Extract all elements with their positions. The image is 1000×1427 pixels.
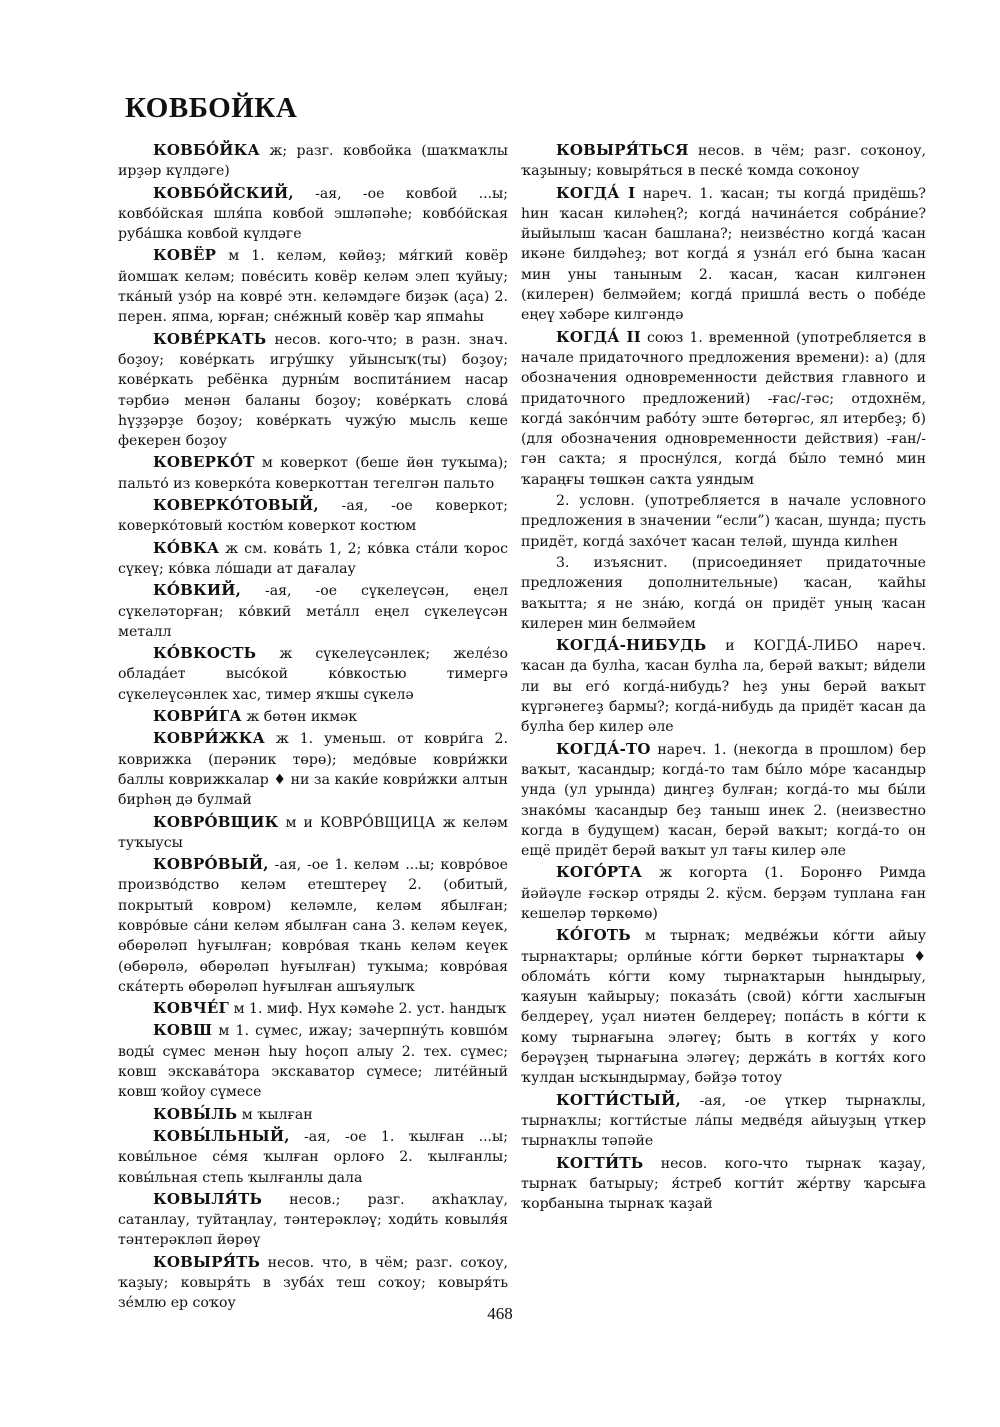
dictionary-entry bbox=[521, 925, 926, 1088]
entry-definition: и КОГДА́-ЛИБО нареч. ҡасан да булһа, ҡасан булһа ла, берәй ваҡыт; ви́дели ли вы его́ когдá-нибудь? һеҙ уны берәй ваҡыт күргәнегеҙ бармы?; когдá-нибудь да придёт ҡасан да булһа бер килер әле bbox=[521, 638, 927, 736]
dictionary-entry bbox=[521, 635, 926, 737]
dictionary-entry bbox=[118, 1189, 508, 1251]
entry-headword: КОВЫ́ЛЬ bbox=[153, 1104, 238, 1123]
entry-definition: нареч. 1. (некогда в прошлом) бер ваҡыт, ҡасандыр; когдá-то там бы́ло мо́ре ҡасандыр унда (ул урында) диңгеҙ булған; когдá-то мы бы́ли знако́мы ҡасандыр беҙ таныш инек 2. (неизвестно когда в будущем) ҡасан, берәй ваҡыт; когдá-то он ещё придёт берәй ваҡыт ул тағы килер әле bbox=[521, 741, 927, 860]
dictionary-entry bbox=[118, 812, 508, 854]
dictionary-entry bbox=[118, 998, 508, 1019]
entry-definition: -ая, -ое үткер тырнаҡлы, тырнаҡлы; когти́стые лáпы медвéдя айыуҙың үткер тырнаҡлы тәпәйе bbox=[521, 1092, 926, 1150]
dictionary-entry bbox=[521, 553, 926, 634]
dictionary-entry bbox=[118, 140, 508, 182]
dictionary-entry bbox=[521, 739, 926, 862]
entry-definition: ж; разг. ковбойка (шаҡмаҡлы ирҙәр күлдәге) bbox=[118, 143, 508, 180]
entry-definition: нареч. 1. ҡасан; ты когдá придёшь? һин ҡасан киләһең?; когдá начинáется собрáние? йыйылыш ҡасан башлана?; неизвéстно когдá ҡасан икәне билдәһеҙ; вот когдá я узнáл его́ бына ҡасан мин уны таныным 2. ҡасан, ҡасан килгәнен (килерен) белмәйем; когдá пришлá весть о побéде еңеү хәбәре килгәндә bbox=[521, 185, 926, 324]
entry-headword: КОВЧЕ́Г bbox=[153, 999, 230, 1018]
entry-headword: КОГО́РТА bbox=[556, 863, 643, 882]
entry-headword: КО́ВКИЙ, bbox=[153, 581, 242, 600]
dictionary-entry bbox=[118, 706, 508, 727]
entry-headword: КОВРО́ВЫЙ, bbox=[153, 855, 269, 874]
entry-headword: КОВЫРЯ́ТЬСЯ bbox=[556, 141, 689, 159]
dictionary-column-left bbox=[118, 140, 508, 1315]
dictionary-entry bbox=[521, 862, 926, 924]
page-number: 468 bbox=[487, 1304, 513, 1323]
entry-headword: КОГДА́-НИБУДЬ bbox=[556, 636, 707, 655]
entry-headword: КОГДА́-ТО bbox=[556, 739, 651, 758]
entry-headword: КОВРИ́ГА bbox=[153, 707, 242, 726]
entry-definition: м коверкот (беше йөн туҡыма); пальто́ из коверко́та коверкоттан тегелгән пальто bbox=[118, 455, 508, 492]
dictionary-entry bbox=[521, 327, 926, 490]
dictionary-entry bbox=[118, 1020, 508, 1102]
entry-definition: ж бөтөн икмәк bbox=[246, 709, 358, 726]
entry-definition: 2. условн. (употребляется в начале условного предложения в значении “если”) ҡасан, шунда; пусть придёт, когдá захо́чет ҡасан теләй, шунда килһен bbox=[521, 493, 926, 550]
entry-definition: м 1. келәм, көйөҙ; мя́гкий ковёр йомшаҡ келәм; пове́сить ковёр келәм элеп ҡуйыу; тка́ный узо́р на ковре́ этн. келәмдәге биҙәк (аҫа) 2. перен. япма, юрған; сне́жный ковёр ҡар япмаһы bbox=[118, 248, 509, 326]
entry-definition: -ая, -ое сүкелеүсән, еңел сүкеләторған; ко́вкий метáлл еңел сүкелеүсән металл bbox=[118, 583, 508, 640]
entry-headword: КОВЫ́ЛЬНЫЙ, bbox=[153, 1126, 290, 1145]
entry-definition: м 1. сүмес, ижау; зачерпну́ть ковшо́м воды́ сүмес менән һыу һоҫоп алыу 2. тех. сүмес; ковш экскавáтора экскаватор сүмесе; литéйный ковш ҡойоу сүмесе bbox=[118, 1023, 508, 1101]
entry-definition: несов.; разг. аҡһаҡлау, сатанлау, туйтаңлау, тәнтерәкләү; ходи́ть ковыля́я тәнтерәкләп йөрөү bbox=[118, 1191, 508, 1249]
entry-definition: -ая, -ое 1. келәм ...ы; ковро́вое произво́дство келәм етештереү 2. (обитый, покрытый ковром) келәмле, келәм ябылған; ковро́вые сáни келәм ябылған сана 3. келәм кеүек, өбөрөләп һуғылған; ковро́вая ткань келәм кеүек (өбөрөлә, өбөрөләп һуғылған) туҡыма; ковро́вая скáтерть өбөрөләп һуғылған ашъяулыҡ bbox=[118, 857, 509, 995]
entry-headword: КО́ВКА bbox=[153, 538, 220, 557]
entry-definition: несов. кого-что; в разн. знач. боҙоу; ковéркать игру́шку уйынсыҡ(ты) боҙоу; ковéркать ребёнка дурны́м воспитáнием насар тәрбиә менән баланы боҙоу; ковéркать словá һүҙҙәрҙе боҙоу; ковéркать чужу́ю мысль кеше фекерен боҙоу bbox=[118, 331, 508, 450]
entry-headword: КОВРО́ВЩИК bbox=[153, 812, 279, 831]
dictionary-entry bbox=[118, 1104, 508, 1125]
entry-headword: КОВРИ́ЖКА bbox=[153, 729, 265, 748]
entry-definition: м тырнаҡ; медвéжьи ко́гти айыу тырнаҡтары; орли́ные ко́гти бөркөт тырнаҡтары ♦ обломáть ко́гти кому тырнаҡтарын һындырыу, ҡаяуын ҡайырыу; показáть (свой) ко́гти хаслығын белдереү, уҫал ниәтен белдереү; попáсть в ко́гти к кому тырнағына эләгеү; быть в когтя́х у кого берәүҙең тырнағына эләгеү; держáть в когтя́х кого ҡулдан ысҡындырмау, бәйҙә тотоу bbox=[521, 928, 927, 1087]
entry-headword: КОГТИ́СТЫЙ, bbox=[556, 1090, 681, 1109]
dictionary-entry bbox=[521, 140, 926, 182]
entry-headword: КОВШ bbox=[153, 1021, 213, 1040]
dictionary-entry bbox=[521, 1153, 926, 1215]
entry-definition: 3. изъяснит. (присоединяет придаточные предложения дополнительные) ҡасан, ҡайһы ваҡытта; я не знáю, когдá он придёт уның ҡасан килерен мин белмәйем bbox=[521, 554, 926, 632]
running-head: КОВБОЙКА bbox=[125, 92, 298, 124]
entry-headword: КОВЕРКО́Т bbox=[153, 453, 255, 472]
entry-definition: м ҡылған bbox=[241, 1106, 313, 1123]
dictionary-entry bbox=[521, 1090, 926, 1152]
entry-headword: КОВЕ́РКАТЬ bbox=[153, 329, 267, 348]
entry-headword: КО́ГОТЬ bbox=[556, 926, 631, 945]
entry-definition: -ая, -ое коверкот; коверко́товый костю́м коверкот костюм bbox=[118, 498, 509, 535]
dictionary-entry bbox=[118, 580, 508, 642]
entry-definition: м и КОВРО́ВЩИЦА ж келәм туҡыусы bbox=[118, 814, 508, 851]
dictionary-entry bbox=[118, 854, 508, 997]
dictionary-entry bbox=[118, 495, 508, 537]
dictionary-entry bbox=[118, 452, 508, 494]
entry-headword: КОВБО́ЙКА bbox=[153, 141, 260, 159]
dictionary-entry bbox=[118, 643, 508, 705]
entry-definition: ж см. ковáть 1, 2; ко́вка стáли ҡорос сүкеү; ко́вка лóшади ат дағалау bbox=[118, 540, 509, 577]
entry-headword: КОГДА́ I bbox=[556, 183, 636, 202]
entry-definition: союз 1. временной (употребляется в начале придаточного предложения времени): а) (для обозначения одновременности действия главного и придаточного предложений) -ғас/-гәс; отдохнём, когдá закóнчим рабóту эште бөтөргәс, ял итербеҙ; б) (для обозначения одновременности действия) -ған/-гән саҡта; я просну́лся, когдá бы́ло темно́ мин ҡараңғы төшкән саҡта уяндым bbox=[521, 329, 927, 488]
entry-headword: КОВЁР bbox=[153, 246, 217, 265]
entry-headword: КОВЫРЯ́ТЬ bbox=[153, 1252, 261, 1271]
entry-definition: м 1. миф. Нух кәмәһе 2. уст. һандыҡ bbox=[233, 1001, 507, 1018]
dictionary-entry bbox=[118, 183, 508, 245]
entry-headword: КОВБО́ЙСКИЙ, bbox=[153, 183, 294, 202]
dictionary-entry bbox=[118, 1126, 508, 1188]
entry-definition: несов. в чём; разг. соҡоноу, ҡаҙыныу; ковыря́ться в пескé ҡомда соҡоноу bbox=[521, 143, 926, 180]
dictionary-column-right bbox=[521, 140, 926, 1215]
entry-headword: КОВЫЛЯ́ТЬ bbox=[153, 1189, 263, 1208]
entry-definition: несов. кого-что тырнаҡ ҡаҙау, тырнаҡ батырыу; я́стреб когти́т жéртву ҡарсыға ҡорбанына тырнаҡ ҡаҙай bbox=[521, 1155, 926, 1213]
entry-definition: -ая, -ое ковбой ...ы; ковбо́йская шля́па ковбой эшләпәһе; ковбо́йская руба́шка ковбой күлдәге bbox=[118, 185, 509, 243]
entry-headword: КОГДА́ II bbox=[556, 327, 641, 346]
entry-definition: несов. что, в чём; разг. соҡоу, ҡаҙыу; ковыря́ть в зубáх теш соҡоу; ковыря́ть зéмлю ер соҡоу bbox=[118, 1254, 509, 1312]
dictionary-entry bbox=[118, 245, 508, 327]
dictionary-entry bbox=[118, 538, 508, 580]
dictionary-entry bbox=[118, 329, 508, 452]
dictionary-entry bbox=[521, 183, 926, 326]
dictionary-entry bbox=[118, 728, 508, 810]
entry-definition: ж сүкелеүсәнлек; желéзо обладáет высо́кой ко́вкостью тимергә сүкелеүсәнлек хас, тимер яҡшы сүкелә bbox=[118, 646, 509, 703]
entry-headword: КОГТИ́ТЬ bbox=[556, 1153, 644, 1172]
entry-headword: КОВЕРКО́ТОВЫЙ, bbox=[153, 496, 319, 515]
entry-definition: ж 1. уменьш. от коври́га 2. коврижка (перәник төрө); медо́вые коври́жки баллы коврижкалар ♦ ни за каки́е коври́жки алтын бирһәң дә булмай bbox=[118, 731, 509, 809]
entry-definition: ж когорта (1. Боронғо Римда йәйәүле ғәскәр отряды 2. кӱсм. берҙәм туплана ған кешеләр төркөмө) bbox=[521, 865, 926, 922]
dictionary-entry bbox=[521, 491, 926, 552]
entry-headword: КО́ВКОСТЬ bbox=[153, 644, 257, 663]
entry-definition: -ая, -ое 1. ҡылған ...ы; ковы́льное сéмя ҡылған орлоғо 2. ҡылғанлы; ковы́льная степь ҡылғанлы дала bbox=[118, 1128, 509, 1186]
